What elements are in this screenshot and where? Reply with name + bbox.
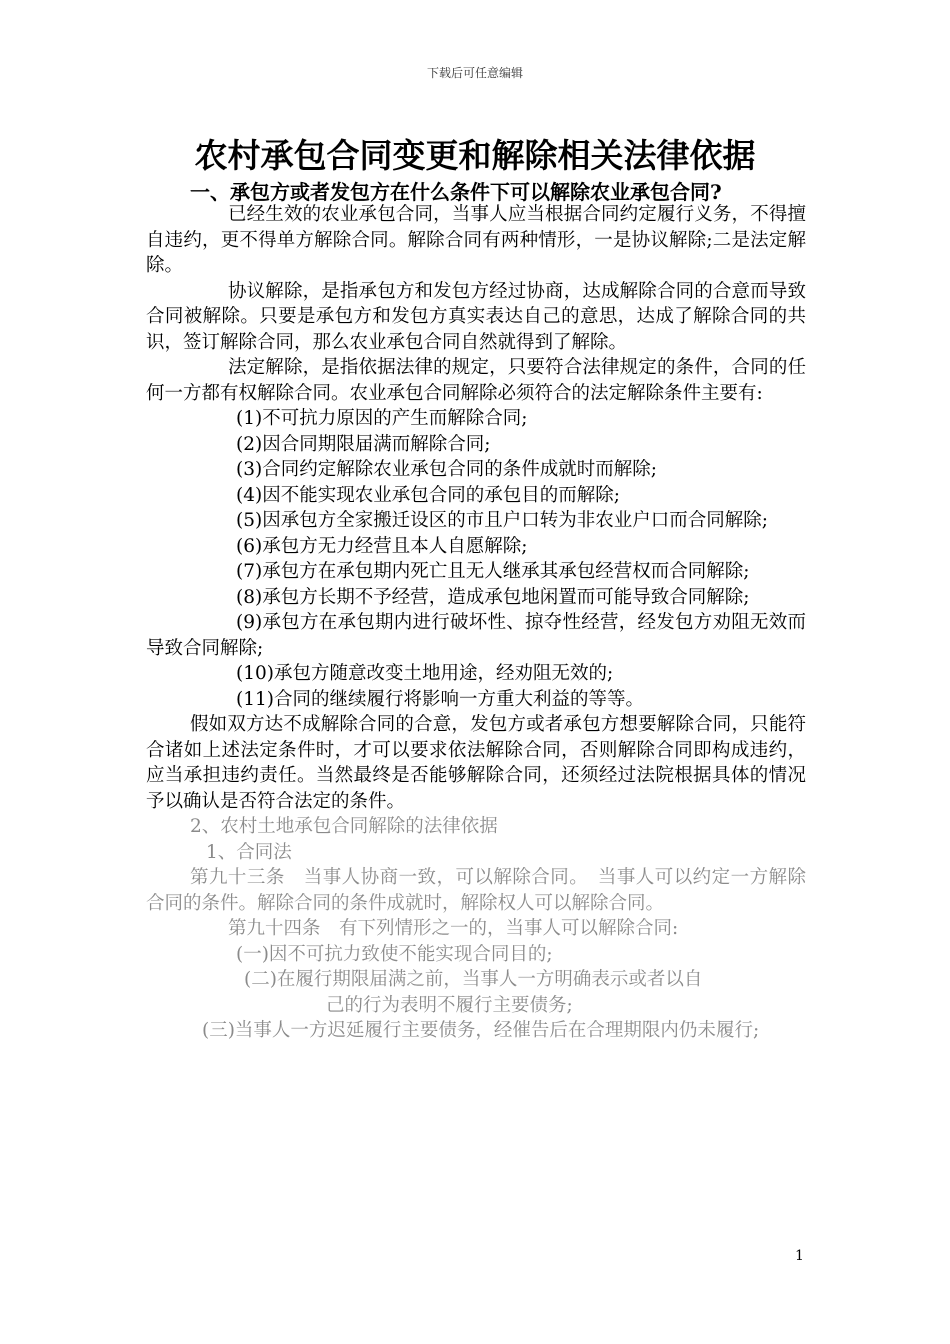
document-body xyxy=(146,202,806,1044)
list-item: (10)承包方随意改变土地用途，经劝阻无效的; xyxy=(236,663,614,684)
list-item: (11)合同的继续履行将影响一方重大利益的等等。 xyxy=(236,688,644,710)
article-94: 第九十四条 有下列情形之一的，当事人可以解除合同: xyxy=(228,918,679,939)
page-header: 下载后可任意编辑 xyxy=(426,66,523,80)
list-item: (6)承包方无力经营且本人自愿解除; xyxy=(236,535,528,557)
list-item: (8)承包方长期不予经营，造成承包地闲置而可能导致合同解除; xyxy=(236,586,750,608)
list-item: (7)承包方在承包期内死亡且无人继承其承包经营权而合同解除; xyxy=(236,561,750,582)
list-item: (3)合同约定解除农业承包合同的条件成就时而解除; xyxy=(236,459,657,480)
paragraph-2: 协议解除，是指承包方和发包方经过协商，达成解除合同的合意而导致合同被解除。只要是承包方和发包方真实表达自己的意思，达成了解除合同的共识，签订解除合同，那么农业承包合同自然就得到了解除。 xyxy=(146,280,806,353)
article-93: 第九十三条 当事人协商一致，可以解除合同。 当事人可以约定一方解除合同的条件。解除合同的条件成就时，解除权人可以解除合同。 xyxy=(146,867,806,914)
article-94-clause-3: (三)当事人一方迟延履行主要债务，经催告后在合理期限内仍未履行; xyxy=(202,1020,760,1041)
list-item: (5)因承包方全家搬迁设区的市且户口转为非农业户口而合同解除; xyxy=(236,510,768,531)
list-item: (9)承包方在承包期内进行破坏性、掠夺性经营，经发包方劝阻无效而导致合同解除; xyxy=(146,612,806,659)
subheading-contract-law: 1、合同法 xyxy=(206,841,292,863)
page-number: 1 xyxy=(795,1248,804,1264)
section-1-heading: 一、承包方或者发包方在什么条件下可以解除农业承包合同? xyxy=(190,180,722,204)
list-item: (2)因合同期限届满而解除合同; xyxy=(236,433,491,455)
article-94-clause-2a: (二)在履行期限届满之前，当事人一方明确表示或者以自 xyxy=(244,969,703,990)
article-94-clause-2b: 己的行为表明不履行主要债务; xyxy=(326,994,573,1016)
list-item: (1)不可抗力原因的产生而解除合同; xyxy=(236,408,528,429)
paragraph-4: 假如双方达不成解除合同的合意，发包方或者承包方想要解除合同，只能符合诸如上述法定条件时，才可以要求依法解除合同，否则解除合同即构成违约，应当承担违约责任。当然最终是否能够解除合同，还须经过法院根据具体的情况予以确认是否符合法定的条件。 xyxy=(146,714,806,812)
article-94-clause-1: (一)因不可抗力致使不能实现合同目的; xyxy=(236,943,553,965)
section-2-heading: 2、农村土地承包合同解除的法律依据 xyxy=(190,816,498,837)
list-item: (4)因不能实现农业承包合同的承包目的而解除; xyxy=(236,484,620,506)
paragraph-3: 法定解除，是指依据法律的规定，只要符合法律规定的条件，合同的任何一方都有权解除合同。农业承包合同解除必须符合的法定解除条件主要有: xyxy=(146,357,806,404)
document-title: 农村承包合同变更和解除相关法律依据 xyxy=(194,136,756,175)
paragraph-1: 已经生效的农业承包合同，当事人应当根据合同约定履行义务，不得擅自违约，更不得单方解除合同。解除合同有两种情形，一是协议解除;二是法定解除。 xyxy=(146,204,806,276)
